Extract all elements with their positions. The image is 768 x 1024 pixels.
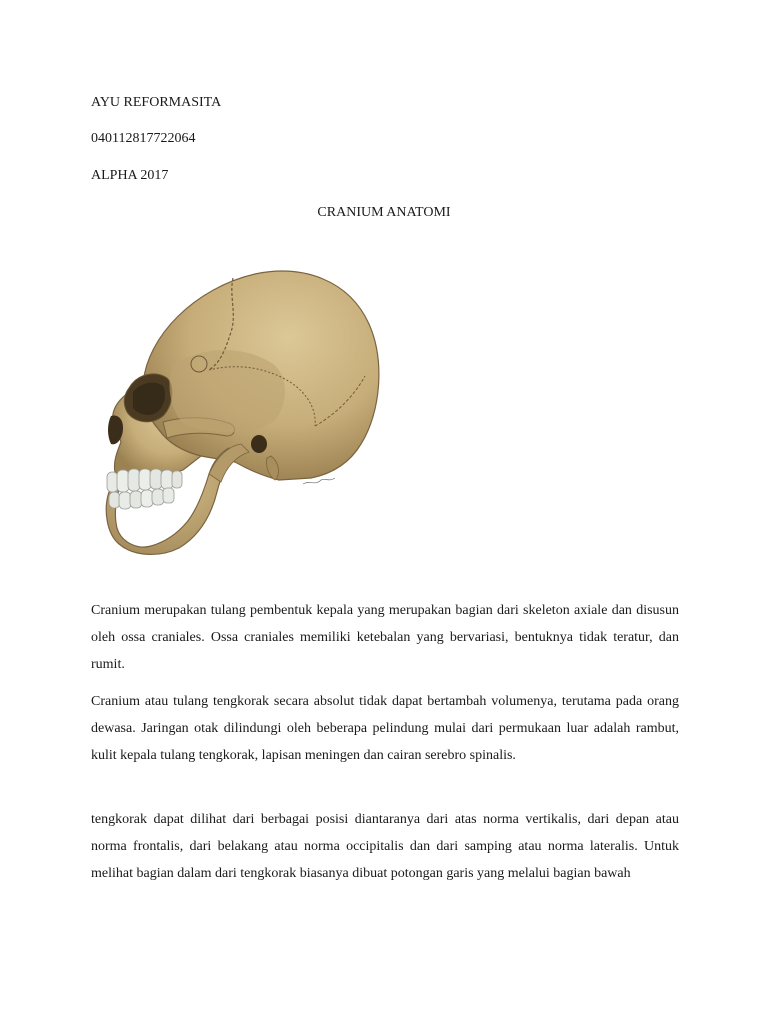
paragraph-3: tengkorak dapat dilihat dari berbagai posisi diantaranya dari atas norma vertikalis, dari depan atau norma frontalis, dari belakang atau norma occipitalis dan dari samping atau norma lateralis. Untuk melihat bagian dalam dari tengkorak biasanya dibuat potongan garis yang melalui bagian bawah bbox=[91, 812, 679, 881]
author-name: AYU REFORMASITA bbox=[91, 95, 222, 110]
paragraph-2: Cranium atau tulang tengkorak secara absolut tidak dapat bertambah volumenya, terutama pada orang dewasa. Jaringan otak dilindungi oleh beberapa pelindung mulai dari permukaan luar adalah rambut, kulit kepala tulang tengkorak, lapisan meningen dan cairan serebro spinalis. bbox=[91, 694, 679, 763]
skull-illustration bbox=[103, 266, 385, 556]
skull-icon bbox=[103, 266, 385, 556]
paragraph-1: Cranium merupakan tulang pembentuk kepala yang merupakan bagian dari skeleton axiale dan disusun oleh ossa craniales. Ossa craniales memiliki ketebalan yang bervariasi, bentuknya tidak teratur, dan rumit. bbox=[91, 603, 679, 672]
student-id: 040112817722064 bbox=[91, 131, 196, 146]
page-title: CRANIUM ANATOMI bbox=[317, 205, 451, 220]
group-label: ALPHA 2017 bbox=[91, 168, 169, 183]
